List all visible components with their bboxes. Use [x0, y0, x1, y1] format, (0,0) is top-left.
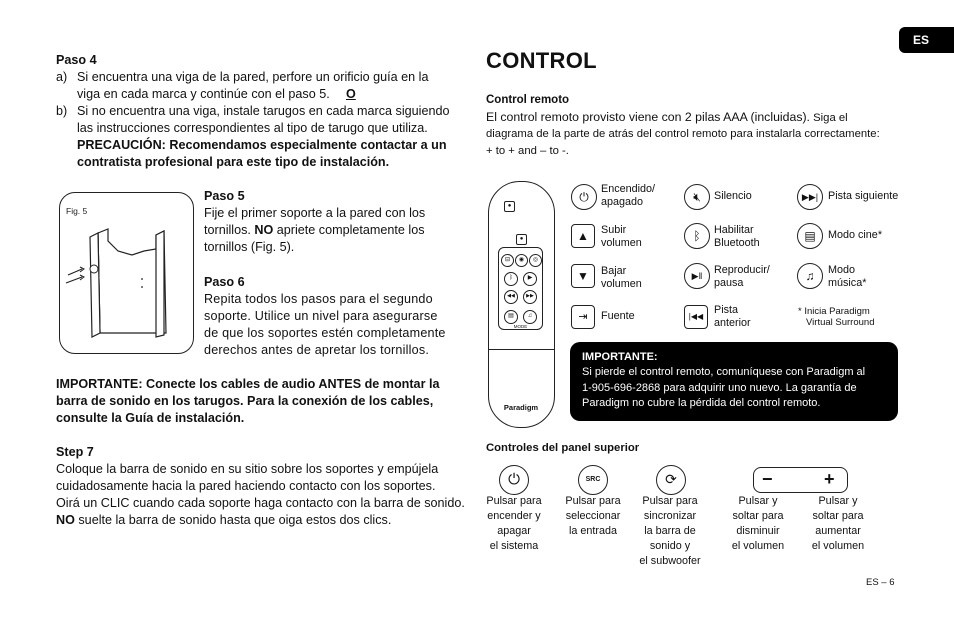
remote-line3: + to + and – to -.: [486, 145, 569, 157]
legend-power-label2: apagado: [601, 196, 644, 208]
step7-line4: NO suelte la barra de sonido hasta que oiga estos dos clics.: [56, 513, 392, 527]
top-panel-heading: Controles del panel superior: [486, 442, 640, 454]
paso6-line1: Repita todos los pasos para el segundo: [204, 292, 433, 306]
paso6-line3: de que los soportes estén completamente: [204, 326, 446, 340]
legend-bt-label1: Habilitar: [714, 224, 754, 236]
legend-music-label1: Modo: [828, 264, 856, 276]
bracket-illustration: [60, 193, 192, 353]
legend-play-label2: pausa: [714, 277, 744, 289]
volume-rocker: [753, 467, 848, 493]
volume-minus-icon: −: [762, 469, 773, 489]
caption-sync: Pulsar para sincronizar la barra de sonido y el subwoofer: [639, 495, 701, 567]
music-mode-icon: ♫: [797, 263, 823, 289]
legend-prev-label2: anterior: [714, 317, 751, 329]
caption-src: Pulsar para seleccionar la entrada: [565, 495, 621, 537]
paso5-line2: tornillos. NO apriete completamente los: [204, 223, 425, 237]
remote-btn-c: ◎: [529, 254, 542, 267]
volume-plus-icon: +: [824, 469, 835, 489]
remote-music-icon: ♫: [523, 310, 537, 324]
paso4-a-line1: Si encuentra una viga de la pared, perfore un orificio guía en la: [77, 70, 429, 84]
remote-keypad: [498, 247, 543, 330]
remote-btn-b: ◉: [515, 254, 528, 267]
caption-vol-up: Pulsar y soltar para aumentar el volumen: [811, 495, 865, 552]
footnote-line2: Virtual Surround: [806, 317, 875, 328]
remote-line1: El control remoto provisto viene con 2 pilas AAA (incluidas). Siga el: [486, 110, 848, 124]
legend-voldown-label1: Bajar: [601, 265, 627, 277]
legend-music-label2: música*: [828, 277, 867, 289]
caution-line1: PRECAUCIÓN: Recomendamos especialmente contactar a un: [77, 138, 447, 152]
importante-line1: IMPORTANTE: Conecte los cables de audio ANTES de montar la: [56, 377, 440, 391]
caption-vol-down: Pulsar y soltar para disminuir el volumen: [731, 495, 785, 552]
step7-line1: Coloque la barra de sonido en su sitio sobre los soportes y empújela: [56, 462, 439, 476]
legend-next-label: Pista siguiente: [828, 190, 899, 202]
footnote-line1: * Inicia Paradigm: [798, 306, 870, 317]
remote-prev-icon: ◀◀: [504, 290, 518, 304]
legend-mute-label: Silencio: [714, 190, 752, 202]
importante-line3: consulte la Guía de instalación.: [56, 411, 245, 425]
remote-line2: diagrama de la parte de atrás del control remoto para instalarla correctamente:: [486, 128, 880, 140]
remote-led-icon: ●: [504, 201, 515, 212]
legend-power-label1: Encendido/: [601, 183, 656, 195]
paso5-heading: Paso 5: [204, 189, 245, 203]
power-icon: ⏻: [499, 465, 529, 495]
remote-power-icon: ●: [516, 234, 527, 245]
mute-icon: 🔇︎: [684, 184, 710, 210]
paso4-b-line1: Si no encuentra una viga, instale tarugos en cada marca siguiendo: [77, 104, 450, 118]
volume-up-icon: ▲: [571, 224, 595, 248]
legend-prev-label1: Pista: [714, 304, 739, 316]
legend-voldown-label2: volumen: [601, 278, 642, 290]
play-pause-icon: ▶‖: [684, 263, 710, 289]
paso4-b-marker: b): [56, 104, 68, 118]
power-icon: ⏻: [571, 184, 597, 210]
legend-source-label: Fuente: [601, 310, 635, 322]
legend-bt-label2: Bluetooth: [714, 237, 760, 249]
remote-next-icon: ▶▶: [523, 290, 537, 304]
legend-volup-label1: Subir: [601, 224, 627, 236]
remote-brand: Paradigm: [503, 403, 539, 412]
paso5-line3: tornillos (Fig. 5).: [204, 240, 295, 254]
caption-power: Pulsar para encender y apagar el sistema: [486, 495, 542, 552]
previous-track-icon: |◀◀: [684, 305, 708, 329]
notice-line3: Paradigm no cubre la pérdida del control remoto.: [582, 397, 821, 409]
paso4-a-marker: a): [56, 70, 68, 84]
step7-line3: Oirá un CLIC cuando cada soporte haga contacto con la barra de sonido.: [56, 496, 465, 510]
important-notice: [570, 342, 898, 421]
figure-label: Fig. 5: [66, 206, 88, 216]
paso6-line4: derechos antes de apretar los tornillos.: [204, 343, 430, 357]
bluetooth-icon: ᛒ: [684, 223, 710, 249]
paso6-heading: Paso 6: [204, 275, 245, 289]
notice-line1: Si pierde el control remoto, comuníquese con Paradigm al: [582, 366, 866, 378]
src-icon: SRC: [578, 465, 608, 495]
page-number: ES – 6: [866, 577, 895, 588]
remote-play-icon: ▶: [523, 272, 537, 286]
source-icon: ⇥: [571, 305, 595, 329]
language-tab: ES: [899, 27, 954, 53]
remote-btn-a: ⊟: [501, 254, 514, 267]
remote-control: [488, 181, 555, 428]
caution-line2: contratista profesional para este tipo de instalación.: [77, 155, 390, 169]
paso4-heading: Paso 4: [56, 53, 97, 67]
notice-heading: IMPORTANTE:: [582, 351, 658, 363]
paso4-a-line2: viga en cada marca y continúe con el paso 5.: [77, 87, 330, 101]
sync-icon: ⟳: [656, 465, 686, 495]
remote-heading: Control remoto: [486, 94, 570, 106]
volume-down-icon: ▼: [571, 264, 595, 288]
remote-divider: [488, 349, 554, 350]
step7-line2: cuidadosamente hacia la pared haciendo contacto con los soportes.: [56, 479, 436, 493]
cinema-mode-icon: ▤: [797, 223, 823, 249]
remote-bt-icon: ᛒ: [504, 272, 518, 286]
paso4-symbol-o: O: [346, 87, 356, 101]
paso4-b-line2: las instrucciones correspondientes al tipo de tarugo que utiliza.: [77, 121, 428, 135]
notice-line2: 1-905-696-2868 para adquirir uno nuevo. La garantía de: [582, 381, 857, 394]
remote-cinema-icon: ▤: [504, 310, 518, 324]
legend-cinema-label: Modo cine*: [828, 229, 883, 241]
paso5-line1: Fije el primer soporte a la pared con los: [204, 206, 426, 220]
paso6-line2: soporte. Utilice un nivel para asegurarse: [204, 309, 438, 323]
step7-heading: Step 7: [56, 445, 94, 459]
importante-line2: barra de sonido en los tarugos. Para la conexión de los cables,: [56, 394, 434, 408]
next-track-icon: ▶▶|: [797, 184, 823, 210]
figure-5: [59, 192, 194, 354]
remote-mode-label: MODE: [513, 324, 528, 329]
page-title: CONTROL: [486, 48, 597, 73]
legend-play-label1: Reproducir/: [714, 264, 770, 276]
legend-volup-label2: volumen: [601, 237, 642, 249]
